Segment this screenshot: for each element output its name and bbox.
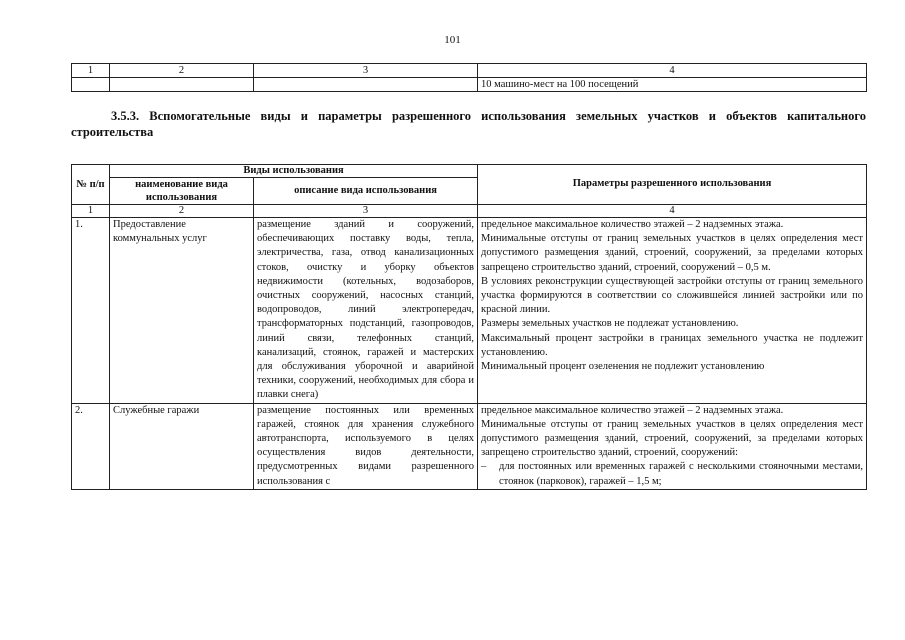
use-type-name: Служебные гаражи — [110, 403, 254, 489]
use-parameters — [478, 403, 867, 489]
table-row — [72, 403, 867, 489]
parameter-line: Минимальные отступы от границ земельных участков в целях определения мест допустимого размещения зданий, строений, сооружений, за пределами которых запрещено строительство зданий, строений, сооружений – 0,5 м. — [481, 233, 864, 273]
table-cell — [110, 78, 254, 92]
parameter-line: Максимальный процент застройки в границах земельного участка не подлежит установлению. — [481, 332, 864, 358]
use-parameters — [478, 218, 867, 404]
table-row — [72, 218, 867, 404]
header-description: описание вида использования — [254, 178, 478, 205]
table-cell: 10 машино-мест на 100 посещений — [478, 78, 867, 92]
use-type-description: размещение зданий и сооружений, обеспечивающих поставку воды, тепла, электричества, газа, отвод канализационных стоков, очистку и уборку объектов недвижимости (котельных, водозаборов, очистных сооружений, насосных станций, водопроводов, линий электропередач, трансформаторных подстанций, газопроводов, линий связи, телефонных станций, канализаций, стоянок, гаражей и мастерских для обслуживания уборочной и аварийной техники, сооружений, необходимых для сбора и плавки снега) — [254, 218, 478, 404]
page-number: 101 — [444, 34, 461, 46]
column-number: 4 — [478, 64, 867, 78]
parameter-line: В условиях реконструкции существующей застройки отступы от границ земельного участка формируются в соответствии со сложившейся линией застройки или по красной линии. — [481, 275, 864, 316]
continued-table — [71, 63, 867, 92]
parameter-line: Размеры земельных участков не подлежат установлению. — [481, 318, 739, 330]
header-row — [72, 165, 867, 178]
column-number: 1 — [72, 64, 110, 78]
header-parameters: Параметры разрешенного использования — [478, 165, 867, 205]
section-heading: 3.5.3. Вспомогательные виды и параметры разрешенного использования земельных участков и объектов капитального строительства — [71, 109, 866, 139]
dash-marker: – — [481, 461, 487, 473]
dash-list-item — [481, 460, 863, 488]
row-number: 1. — [72, 218, 110, 404]
use-type-name: Предоставление коммунальных услуг — [110, 218, 254, 404]
table-row — [72, 78, 867, 92]
column-number: 3 — [254, 64, 478, 78]
header-types-group: Виды использования — [110, 165, 478, 178]
parameter-line: предельное максимальное количество этажей – 2 надземных этажа. — [481, 404, 784, 416]
column-number-row — [72, 64, 867, 78]
parameters-table — [71, 164, 867, 490]
table-cell — [72, 78, 110, 92]
parameter-line: предельное максимальное количество этажей – 2 надземных этажа. — [481, 219, 784, 230]
use-type-description: размещение постоянных или временных гаражей, стоянок для хранения служебного автотранспорта, используемого в целях осуществления видов деятельности, предусмотренных видами разрешенного использования с — [254, 403, 478, 489]
column-number: 3 — [254, 205, 478, 218]
column-number: 4 — [478, 205, 867, 218]
column-number: 2 — [110, 205, 254, 218]
header-name: наименование вида использования — [110, 178, 254, 205]
header-number: № п/п — [72, 165, 110, 205]
parameter-line: Минимальный процент озеленения не подлежит установлению — [481, 361, 765, 373]
row-number: 2. — [72, 403, 110, 489]
parameter-line: Минимальные отступы от границ земельных участков в целях определения мест допустимого размещения зданий, строений, сооружений, за пределами которых запрещено строительство зданий, строений, сооружений: — [481, 418, 864, 459]
dash-item-text: для постоянных или временных гаражей с несколькими стояночными местами, стоянок (парковок), гаражей – 1,5 м; — [499, 461, 864, 487]
column-number: 1 — [72, 205, 110, 218]
table-cell — [254, 78, 478, 92]
column-number: 2 — [110, 64, 254, 78]
column-number-row — [72, 205, 867, 218]
